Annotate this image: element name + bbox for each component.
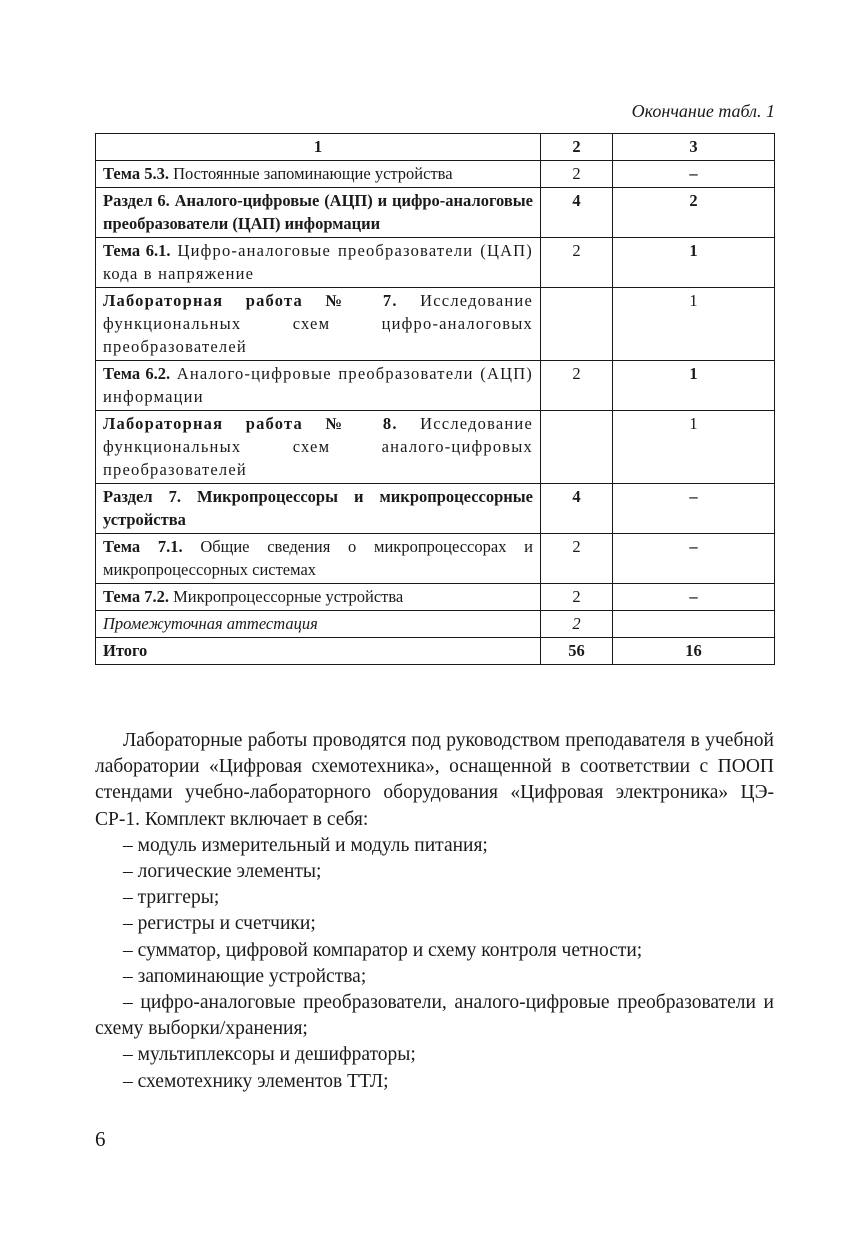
topic-text: Постоянные запоминающие устройства [168,164,453,183]
list-item: – логические элементы; [123,861,322,883]
list-item: – мультиплексоры и дешифраторы; [123,1044,416,1066]
curriculum-table [95,133,775,665]
topic-cell [96,361,541,411]
lab-hours-cell: 1 [613,411,775,484]
hours-cell: 2 [541,238,613,288]
lab-label: Лабораторная работа № 7. [103,291,398,310]
hours-cell: 2 [541,534,613,584]
lab-text: Исследование функциональных схем аналого-цифровых преобразователей [103,414,533,479]
topic-text: Микропроцессорные устройства [168,587,404,606]
list-item: – триггеры; [123,887,220,909]
hours-cell: 2 [541,611,613,638]
table-total-row [96,638,775,665]
hours-cell [541,411,613,484]
header-cell: 2 [541,134,613,161]
topic-text: Аналого-цифровые преобразователи (АЦП) информации [103,364,534,406]
list-item: – цифро-аналоговые преобразователи, аналого-цифровые преобразователи и схему выборки/хранения; [95,992,774,1040]
hours-cell: 4 [541,188,613,238]
table-row [96,188,775,238]
topic-text: Общие сведения о микропроцессорах и микропроцессорных системах [103,537,534,579]
page-number: 6 [95,1127,106,1151]
header-cell: 1 [96,134,541,161]
total-label-cell: Итого [96,638,541,665]
lab-label: Лабораторная работа № 8. [103,414,398,433]
topic-cell [96,238,541,288]
header-cell: 3 [613,134,775,161]
hours-cell: 4 [541,484,613,534]
topic-label: Тема 7.1. [103,537,183,556]
body-text [95,728,774,1095]
lab-hours-cell [613,611,775,638]
lab-hours-cell: 2 [613,188,775,238]
lab-hours-cell: – [613,484,775,534]
list-item: – модуль измерительный и модуль питания; [123,834,488,856]
lab-hours-cell: – [613,584,775,611]
table-row [96,484,775,534]
topic-label: Тема 7.2. [103,587,169,606]
table-row [96,361,775,411]
lab-hours-cell: – [613,534,775,584]
table-row [96,611,775,638]
table-row [96,238,775,288]
topic-label: Тема 6.2. [103,364,171,383]
topic-label: Тема 6.1. [103,241,171,260]
hours-cell: 2 [541,584,613,611]
table-row [96,534,775,584]
table-header-row [96,134,775,161]
list-item: – запоминающие устройства; [123,965,367,987]
topic-cell [96,534,541,584]
hours-cell: 2 [541,161,613,188]
table-row [96,161,775,188]
list-item: – схемотехнику элементов ТТЛ; [123,1070,389,1092]
topic-label: Тема 5.3. [103,164,169,183]
section-cell: Раздел 6. Аналого-цифровые (АЦП) и цифро-аналоговые преобразователи (ЦАП) информации [96,188,541,238]
list-item: – регистры и счетчики; [123,913,316,935]
topic-cell [96,161,541,188]
lab-hours-cell: – [613,161,775,188]
lab-hours-cell: 1 [613,288,775,361]
lab-hours-cell: 1 [613,361,775,411]
table-caption: Окончание табл. 1 [631,101,775,121]
lab-hours-cell: 1 [613,238,775,288]
intro-paragraph: Лабораторные работы проводятся под руководством преподавателя в учебной лаборатории «Цифровая схемотехника», оснащенной в соответствии с ПООП стендами учебно-лабораторного оборудования «Цифровая электроника» ЦЭ-СР-1. Комплект включает в себя: [95,730,774,830]
hours-cell: 2 [541,361,613,411]
lab-cell [96,288,541,361]
equipment-list [95,833,774,1095]
lab-cell [96,411,541,484]
topic-cell [96,584,541,611]
list-item: – сумматор, цифровой компаратор и схему контроля четности; [123,939,643,961]
table-row [96,584,775,611]
lab-text: Исследование функциональных схем цифро-аналоговых преобразователей [103,291,533,356]
table-row [96,288,775,361]
table-row [96,411,775,484]
total-lab-hours-cell: 16 [613,638,775,665]
attestation-cell: Промежуточная аттестация [96,611,541,638]
topic-text: Цифро-аналоговые преобразователи (ЦАП) кода в напряжение [103,241,533,283]
hours-cell [541,288,613,361]
total-hours-cell: 56 [541,638,613,665]
section-cell: Раздел 7. Микропроцессоры и микропроцессорные устройства [96,484,541,534]
